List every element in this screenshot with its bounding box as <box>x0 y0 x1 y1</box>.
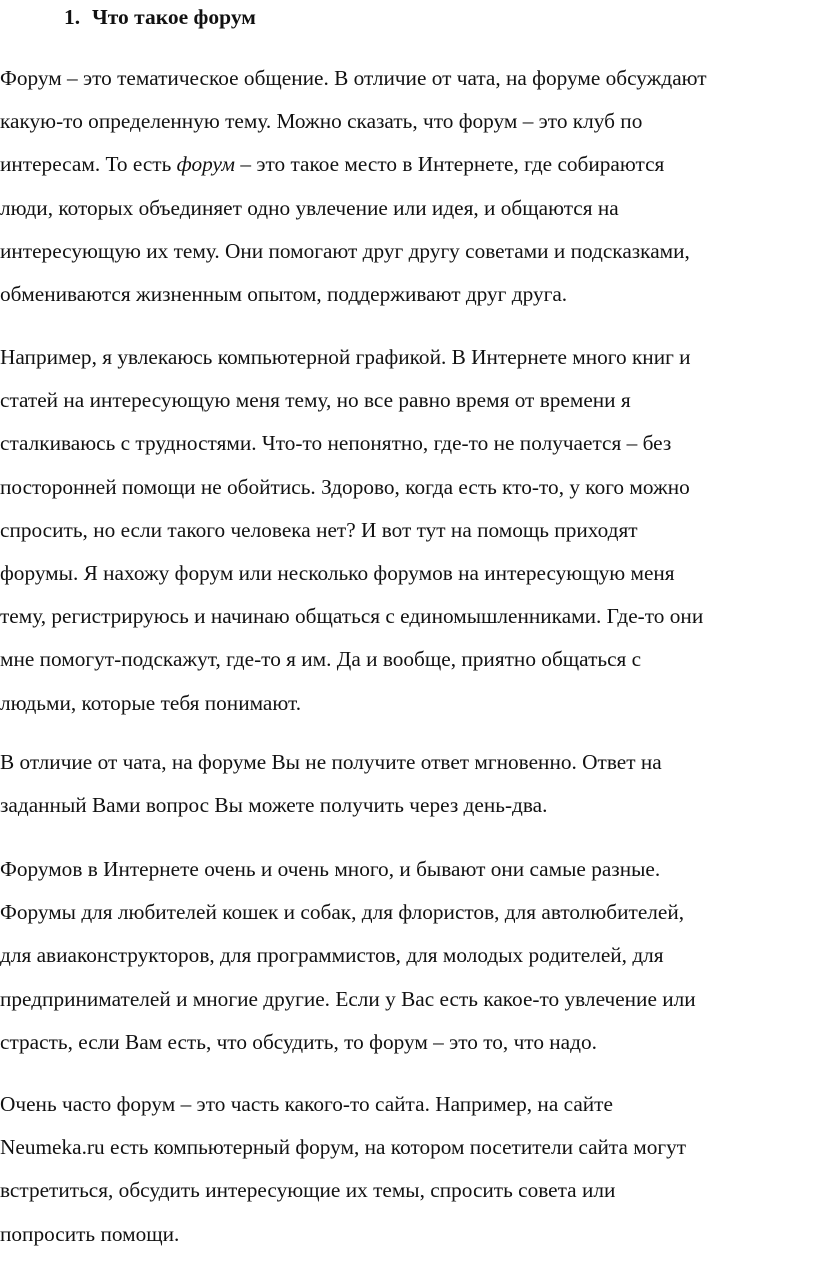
text-line: форумы. Я нахожу форум или несколько форумов на интересующую меня <box>0 561 675 586</box>
paragraph-forum-variety <box>0 848 696 1064</box>
text-line: обмениваются жизненным опытом, поддерживают друг друга. <box>0 282 568 307</box>
paragraph-response-time <box>0 741 662 827</box>
text-line: Форум – это тематическое общение. В отличие от чата, на форуме обсуждают <box>0 66 707 90</box>
text-line: Очень часто форум – это часть какого-то сайта. Например, на сайте <box>0 1092 613 1116</box>
paragraph-forum-definition <box>0 57 707 316</box>
text-line: посторонней помощи не обойтись. Здорово, когда есть кто-то, у кого можно <box>0 474 690 499</box>
text-line: Neumeka.ru есть компьютерный форум, на котором посетители сайта могут <box>0 1135 687 1160</box>
text-line: предпринимателей и многие другие. Если у Вас есть какое-то увлечение или <box>0 986 696 1011</box>
text-line: попросить помощи. <box>0 1221 180 1246</box>
text-line: мне помогут-подскажут, где-то я им. Да и вообще, приятно общаться с <box>0 647 642 672</box>
text-line: тему, регистрируюсь и начинаю общаться с единомышленниками. Где-то они <box>0 604 704 629</box>
text-line: Форумы для любителей кошек и собак, для флористов, для автолюбителей, <box>0 900 685 925</box>
text-line: какую-то определенную тему. Можно сказать, что форум – это клуб по <box>0 109 643 134</box>
text-line: страсть, если Вам есть, что обсудить, то форум – это то, что надо. <box>0 1029 597 1054</box>
text-line: Например, я увлекаюсь компьютерной графикой. В Интернете много книг и <box>0 345 691 369</box>
text-line: для авиаконструкторов, для программистов, для молодых родителей, для <box>0 943 664 968</box>
text-run: интересам. То есть <box>0 152 177 177</box>
text-line <box>0 143 707 186</box>
text-run: – это такое место в Интернете, где собираются <box>235 152 665 177</box>
italic-term: форум <box>176 152 236 177</box>
text-line: встретиться, обсудить интересующие их темы, спросить совета или <box>0 1178 616 1203</box>
text-line: люди, которых объединяет одно увлечение или идея, и общаются на <box>0 195 619 220</box>
text-line: заданный Вами вопрос Вы можете получить через день-два. <box>0 793 548 818</box>
heading-number: 1. <box>64 5 81 29</box>
text-line: В отличие от чата, на форуме Вы не получите ответ мгновенно. Ответ на <box>0 750 662 774</box>
text-line: статей на интересующую меня тему, но все равно время от времени я <box>0 388 631 413</box>
text-line: сталкиваюсь с трудностями. Что-то непонятно, где-то не получается – без <box>0 431 672 456</box>
paragraph-site-forum <box>0 1083 686 1256</box>
paragraph-example <box>0 336 703 725</box>
text-line: Форумов в Интернете очень и очень много, и бывают они самые разные. <box>0 857 661 881</box>
text-line: спросить, но если такого человека нет? И вот тут на помощь приходят <box>0 517 638 542</box>
heading-title: Что такое форум <box>92 5 256 29</box>
section-heading <box>64 1 256 33</box>
text-line: людьми, которые тебя понимают. <box>0 690 302 715</box>
text-line: интересующую их тему. Они помогают друг другу советами и подсказками, <box>0 238 690 263</box>
